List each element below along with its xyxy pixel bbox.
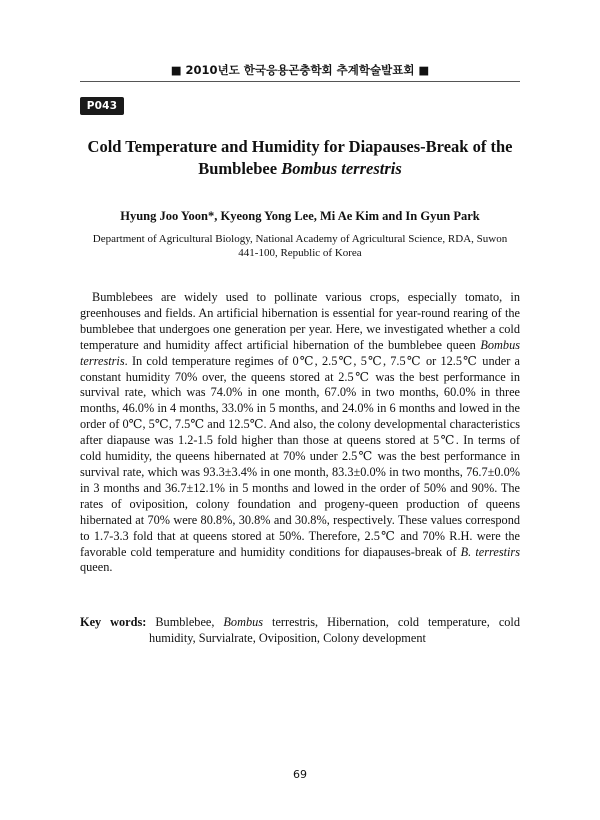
affiliation: [80, 232, 520, 260]
abstract-text-3: queen.: [80, 560, 113, 575]
keywords-text-1: Bumblebee,: [146, 615, 224, 629]
abstract-text-1: Bumblebees are widely used to pollinate various crops, especially tomato, in greenhouses and fields. An artificial hibernation is essential for year-round rearing of the bumblebee that undergoes one generation per year. Here, we investigated whether a cold temperature and humidity affect artificial hibernation of the bumblebee queen: [80, 290, 520, 352]
title-line-2: [80, 158, 520, 180]
title-species-name: Bombus terrestris: [281, 159, 402, 178]
paper-title: [80, 136, 520, 180]
abstract-species-1: Bombus terrestris: [80, 337, 520, 368]
keywords-label: Key words:: [80, 615, 147, 629]
keywords-italic: Bombus: [223, 615, 264, 629]
header-divider: [80, 81, 520, 82]
abstract-paragraph: [80, 290, 520, 576]
keywords: [80, 614, 520, 646]
title-line-2-text: Bumblebee: [198, 159, 282, 178]
author-list: Hyung Joo Yoon*, Kyeong Yong Lee, Mi Ae Kim and In Gyun Park: [120, 209, 480, 223]
conference-header: ■ 2010년도 한국응용곤충학회 추계학술발표회 ■: [170, 63, 430, 77]
title-line-1: Cold Temperature and Humidity for Diapauses-Break of the: [87, 137, 513, 156]
keywords-text-2: terrestris, Hibernation, cold temperature, cold humidity, Survialrate, Oviposition, Colony development: [149, 615, 520, 645]
affiliation-line-1: Department of Agricultural Biology, National Academy of Agricultural Science, RDA, Suwon: [92, 233, 508, 245]
affiliation-line-2: 441-100, Republic of Korea: [238, 247, 362, 259]
abstract-species-2: B. terrestirs: [460, 544, 521, 559]
page-number: 69: [293, 768, 307, 781]
poster-code-badge: P043: [80, 97, 124, 115]
abstract-text-2: . In cold temperature regimes of 0℃, 2.5℃, 5℃, 7.5℃ or 12.5℃ under a constant humidity 70% over, the queens stored at 2.5℃ was the best performance in survival rate, which was 74.0% in one month, 67.0% in two months, 60.0% in three months, 46.0% in 4 months, 33.0% in 5 months, and 24.0% in 6 months and lowed in the order of 0℃, 5℃, 7.5℃ and 12.5℃. And also, the colony developmental characteristics after diapause was 1.2-1.5 fold higher than those at queens stored at 5℃. In terms of cold humidity, the queens hibernated at 70% under 2.5℃ was the best performance in survival rate, which was 93.3±3.4% in one month, 83.3±0.0% in two months, 76.7±0.0% in 3 months and 36.7±12.1% in 5 months and lowed in the order of 50% and 90%. The rates of oviposition, colony foundation and progeny-queen production of queens hibernated at 70% were 80.8%, 30.8% and 30.8%, respectively. These values correspond to 1.7-3.3 fold that at queens stored at 50%. Therefore, 2.5℃ and 70% R.H. were the favorable cold temperature and humidity conditions for diapauses-break of: [80, 353, 520, 559]
